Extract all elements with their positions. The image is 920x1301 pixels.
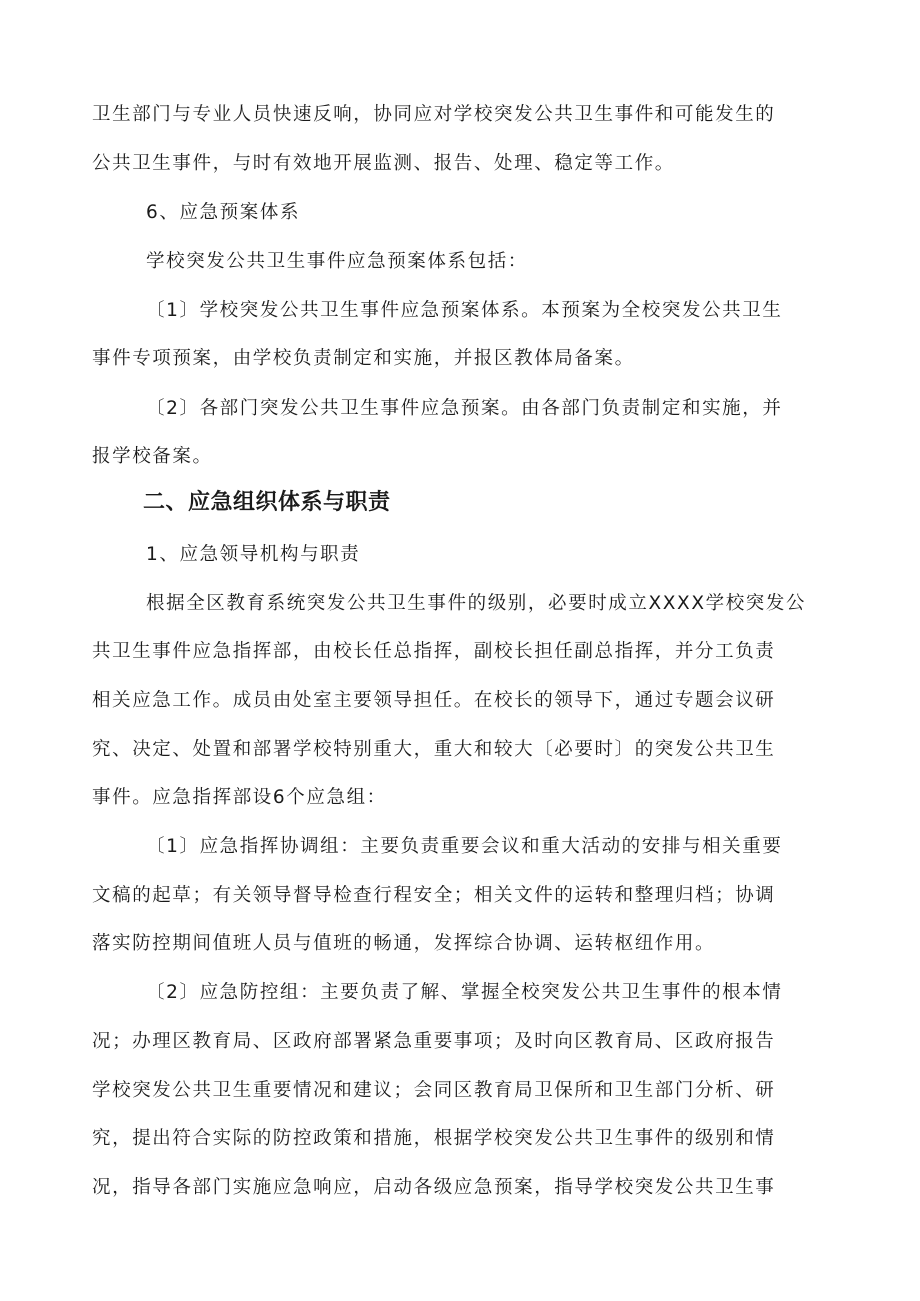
paragraph-line: 究，提出符合实际的防控政策和措施，根据学校突发公共卫生事件的级别和情 [92,1128,776,1149]
paragraph-line: 落实防控期间值班人员与值班的畅通，发挥综合协调、运转枢纽作用。 [92,933,716,954]
subsection-heading: 6、应急预案体系 [146,202,301,223]
paragraph-line: 相关应急工作。成员由处室主要领导担任。在校长的领导下，通过专题会议研 [92,690,776,711]
paragraph-line: 况；办理区教育局、区政府部署紧急重要事项；及时向区教育局、区政府报告 [92,1031,776,1052]
paragraph-line: 公共卫生事件，与时有效地开展监测、报告、处理、稳定等工作。 [92,153,675,174]
paragraph-line: 学校突发公共卫生事件应急预案体系包括： [146,251,528,272]
paragraph-line: 〔2〕各部门突发公共卫生事件应急预案。由各部门负责制定和实施，并 [146,398,783,419]
paragraph-line: 报学校备案。 [92,446,213,467]
paragraph-line: 〔1〕应急指挥协调组：主要负责重要会议和重大活动的安排与相关重要 [146,836,783,857]
paragraph-line: 卫生部门与专业人员快速反响，协同应对学校突发公共卫生事件和可能发生的 [92,104,776,125]
paragraph-line: 事件。应急指挥部设6个应急组： [92,787,387,808]
paragraph-line: 〔2〕应急防控组：主要负责了解、掌握全校突发公共卫生事件的根本情 [146,982,783,1003]
paragraph-line: 根据全区教育系统突发公共卫生事件的级别，必要时成立XXXX学校突发公 [146,593,807,614]
paragraph-line: 〔1〕学校突发公共卫生事件应急预案体系。本预案为全校突发公共卫生 [146,300,783,321]
paragraph-line: 事件专项预案，由学校负责制定和实施，并报区教体局备案。 [92,348,635,369]
section-heading: 二、应急组织体系与职责 [143,490,391,515]
paragraph-line: 共卫生事件应急指挥部，由校长任总指挥，副校长担任副总指挥，并分工负责 [92,641,776,662]
paragraph-line: 究、决定、处置和部署学校特别重大，重大和较大〔必要时〕的突发公共卫生 [92,739,776,760]
paragraph-line: 学校突发公共卫生重要情况和建议；会同区教育局卫保所和卫生部门分析、研 [92,1080,776,1101]
subsection-heading: 1、应急领导机构与职责 [146,544,361,565]
paragraph-line: 文稿的起草；有关领导督导检查行程安全；相关文件的运转和整理归档；协调 [92,885,776,906]
paragraph-line: 况，指导各部门实施应急响应，启动各级应急预案，指导学校突发公共卫生事 [92,1177,776,1198]
